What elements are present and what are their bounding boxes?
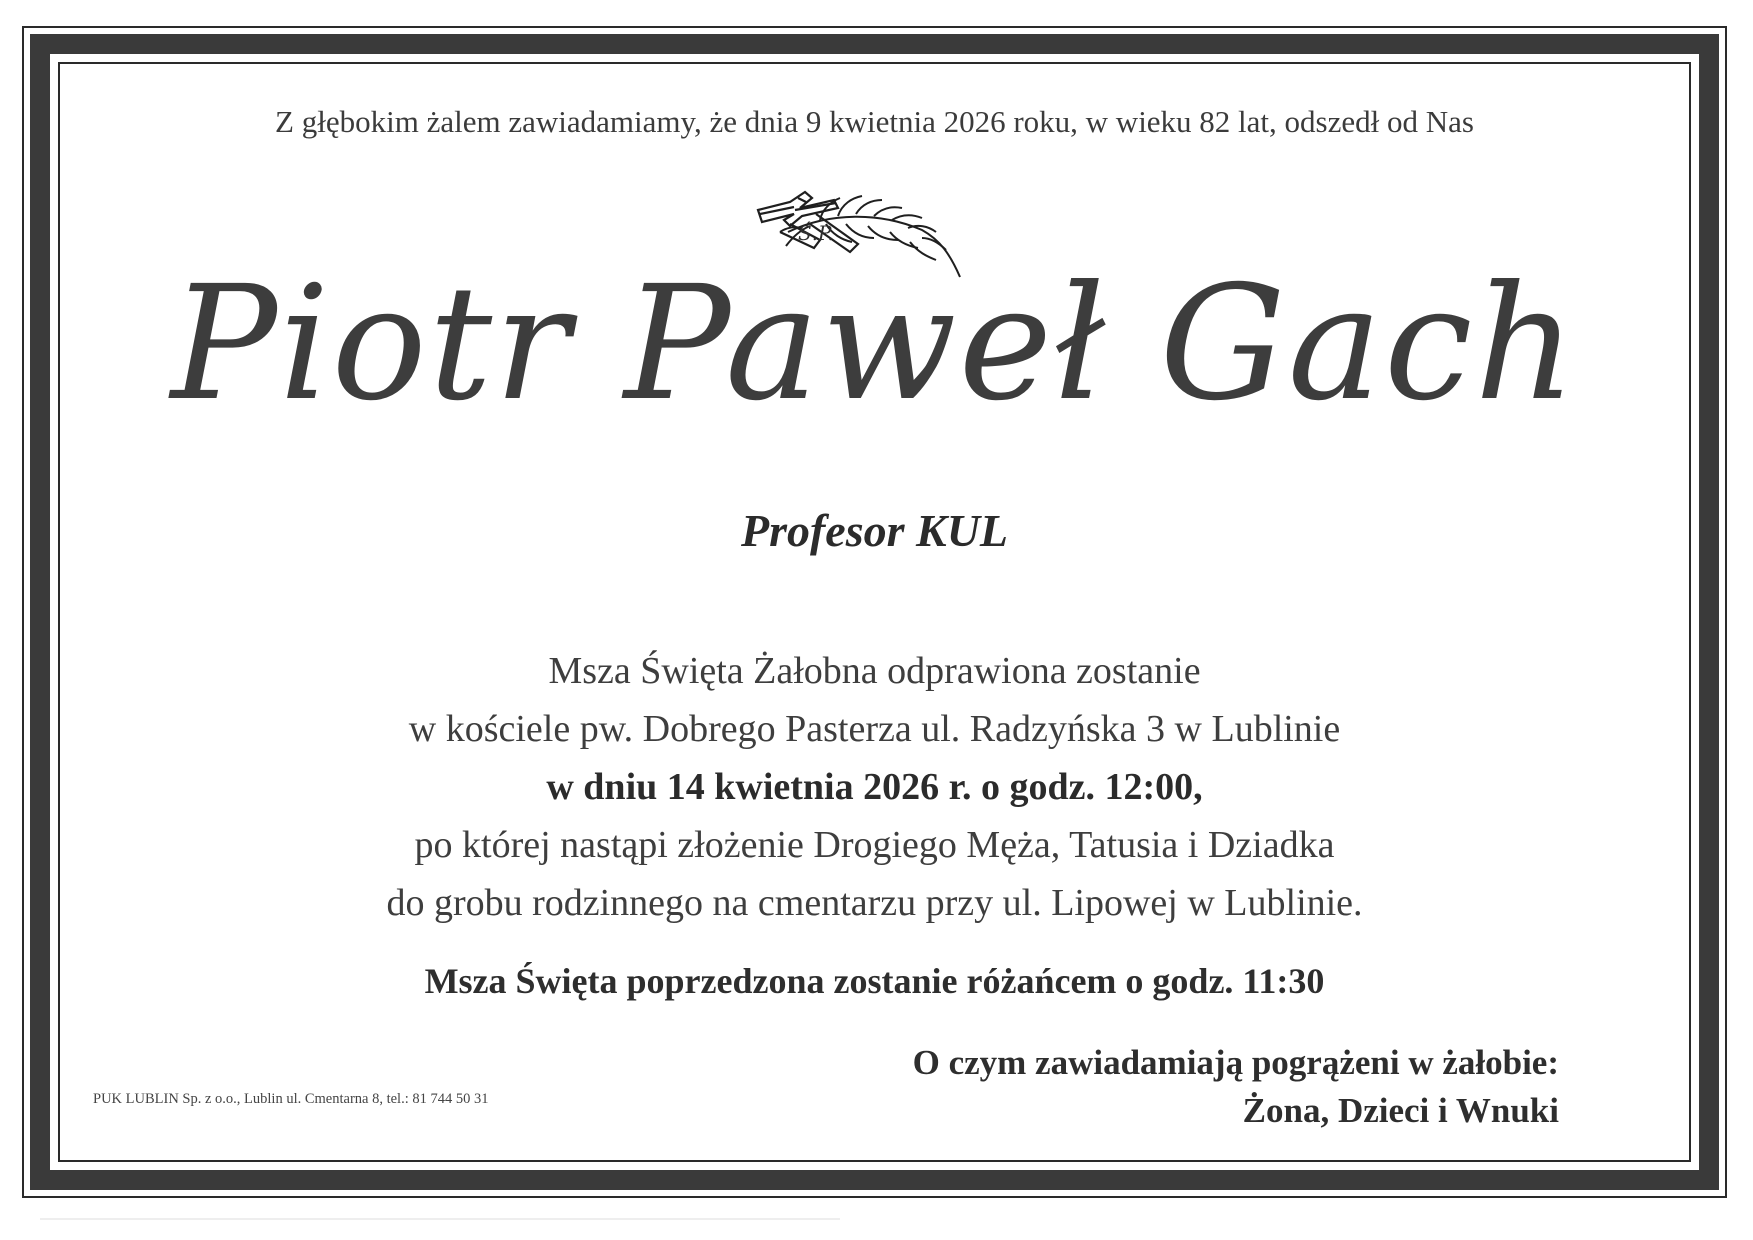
sp-abbreviation: Ś.P.	[798, 221, 834, 245]
intro-text: Z głębokim żalem zawiadamiamy, że dnia 9 kwietnia 2026 roku, w wieku 82 lat, odszedł od Nas	[275, 104, 1474, 139]
deceased-name: Piotr Paweł Gach	[170, 252, 1579, 436]
obituary-notice	[60, 64, 1689, 1160]
mourners-names: Żona, Dzieci i Wnuki	[1242, 1091, 1559, 1130]
mass-line: do grobu rodzinnego na cmentarzu przy ul. Lipowej w Lublinie.	[386, 882, 1363, 924]
mass-date-line: w dniu 14 kwietnia 2026 r. o godz. 12:00,	[546, 766, 1203, 808]
mass-line: w kościele pw. Dobrego Pasterza ul. Radzyńska 3 w Lublinie	[408, 708, 1341, 750]
mourners-intro: O czym zawiadamiają pogrążeni w żałobie:	[912, 1043, 1559, 1082]
deceased-title: Profesor KUL	[740, 505, 1009, 556]
scan-edge-line	[40, 1218, 840, 1220]
mass-line: Msza Święta Żałobna odprawiona zostanie	[548, 650, 1201, 692]
rosary-notice: Msza Święta poprzedzona zostanie różańcem o godz. 11:30	[424, 961, 1325, 1001]
mourners-block	[913, 1039, 1559, 1135]
mass-information	[60, 642, 1689, 932]
funeral-home-footer: PUK LUBLIN Sp. z o.o., Lublin ul. Cmentarna 8, tel.: 81 744 50 31	[93, 1091, 489, 1107]
mass-line: po której nastąpi złożenie Drogiego Męża, Tatusia i Dziadka	[414, 824, 1335, 866]
